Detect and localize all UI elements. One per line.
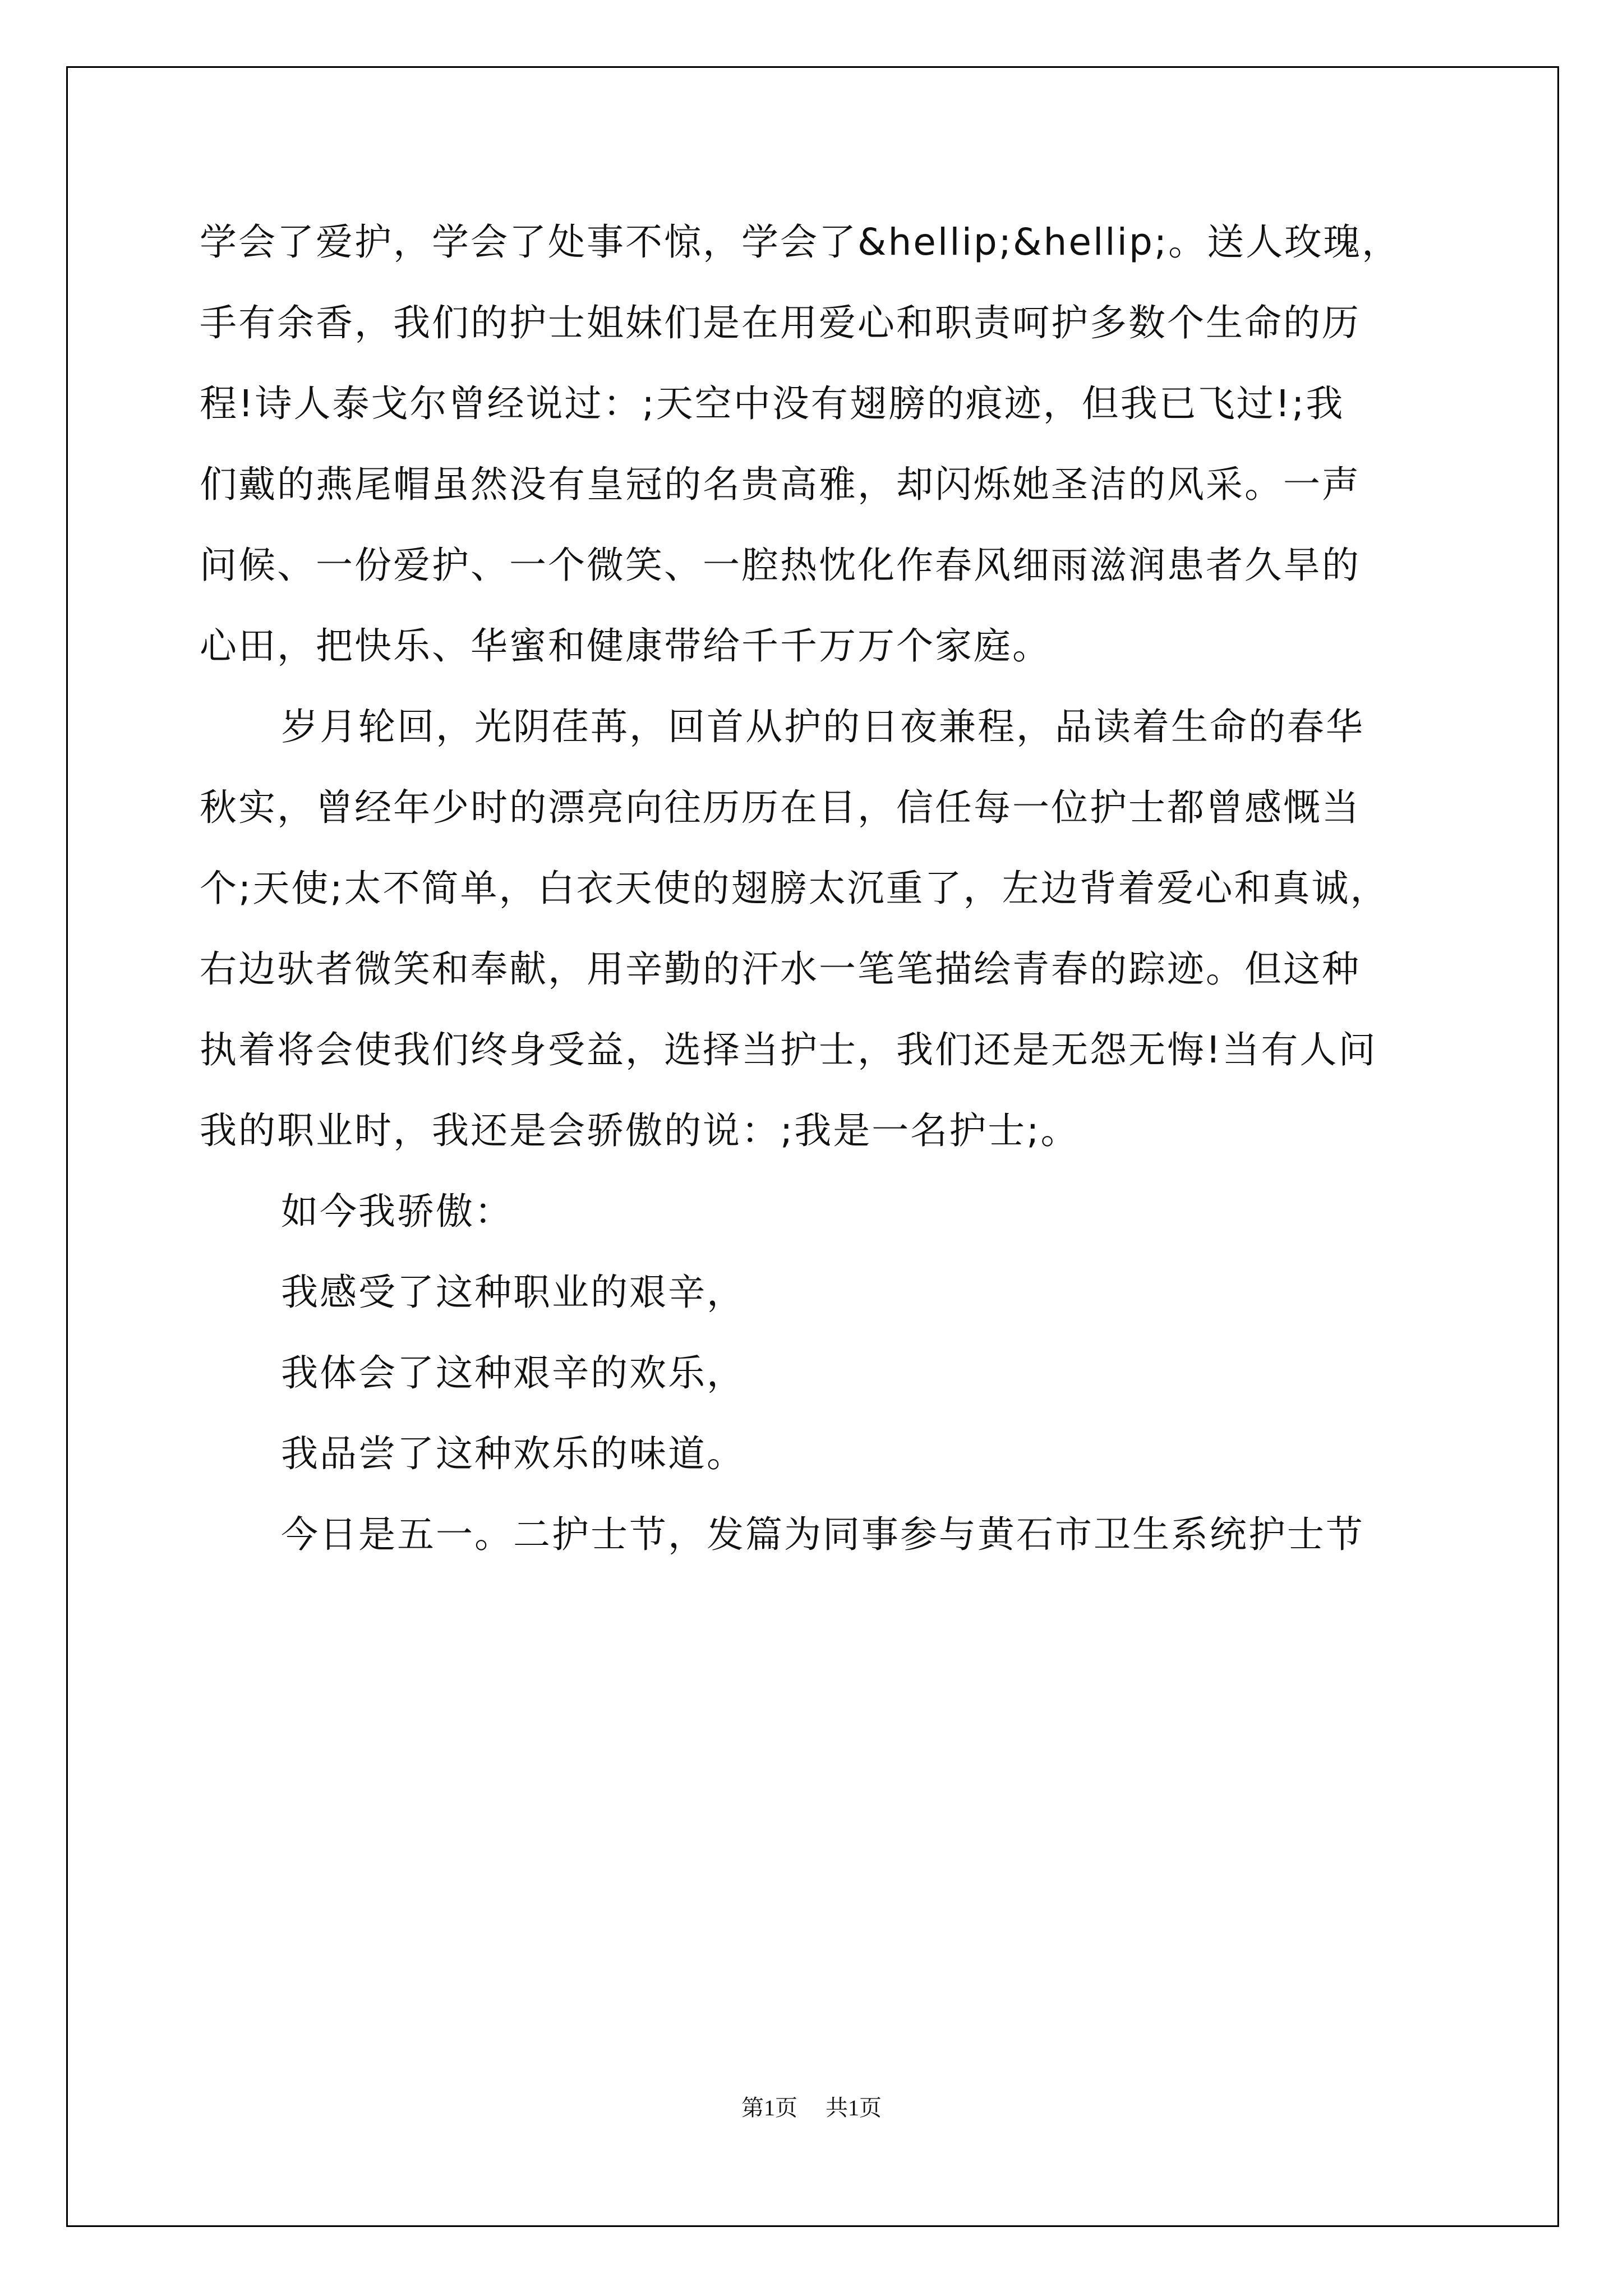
text-line: 我品尝了这种欢乐的味道。 bbox=[281, 1432, 745, 1475]
text-line: 今日是五一。二护士节，发篇为同事参与黄石市卫生系统护士节 bbox=[281, 1513, 1364, 1556]
text-line: 我感受了这种职业的艰辛， bbox=[281, 1271, 745, 1314]
page-number: 第1页 bbox=[741, 2095, 797, 2120]
text-line: 执着将会使我们终身受益，选择当护士，我们还是无怨无悔!当有人问 bbox=[200, 1028, 1377, 1071]
text-line: 我体会了这种艰辛的欢乐， bbox=[281, 1351, 745, 1395]
text-line: 个;天使;太不简单，白衣天使的翅膀太沉重了，左边背着爱心和真诚， bbox=[200, 867, 1389, 910]
text-line: 们戴的燕尾帽虽然没有皇冠的名贵高雅，却闪烁她圣洁的风采。一声 bbox=[200, 463, 1361, 506]
text-line: 我的职业时，我还是会骄傲的说：;我是一名护士;。 bbox=[200, 1109, 1080, 1152]
text-line: 岁月轮回，光阴荏苒，回首从护的日夜兼程，品读着生命的春华 bbox=[281, 705, 1364, 748]
text-line: 问候、一份爱护、一个微笑、一腔热忱化作春风细雨滋润患者久旱的 bbox=[200, 544, 1361, 587]
text-line: 程!诗人泰戈尔曾经说过：;天空中没有翅膀的痕迹，但我已飞过!;我 bbox=[200, 382, 1345, 425]
text-line: 如今我骄傲： bbox=[281, 1190, 513, 1233]
text-line: 秋实，曾经年少时的漂亮向往历历在目，信任每一位护士都曾感慨当 bbox=[200, 786, 1361, 829]
text-line: 手有余香，我们的护士姐妹们是在用爱心和职责呵护多数个生命的历 bbox=[200, 301, 1361, 344]
page-footer bbox=[0, 2090, 1623, 2122]
text-line: 心田，把快乐、华蜜和健康带给千千万万个家庭。 bbox=[200, 624, 1051, 668]
document-body bbox=[200, 202, 1433, 1575]
page-total: 共1页 bbox=[826, 2095, 882, 2120]
text-line: 学会了爱护，学会了处事不惊，学会了&hellip;&hellip;。送人玫瑰， bbox=[200, 220, 1401, 264]
text-line: 右边驮者微笑和奉献，用辛勤的汗水一笔笔描绘青春的踪迹。但这种 bbox=[200, 947, 1361, 991]
